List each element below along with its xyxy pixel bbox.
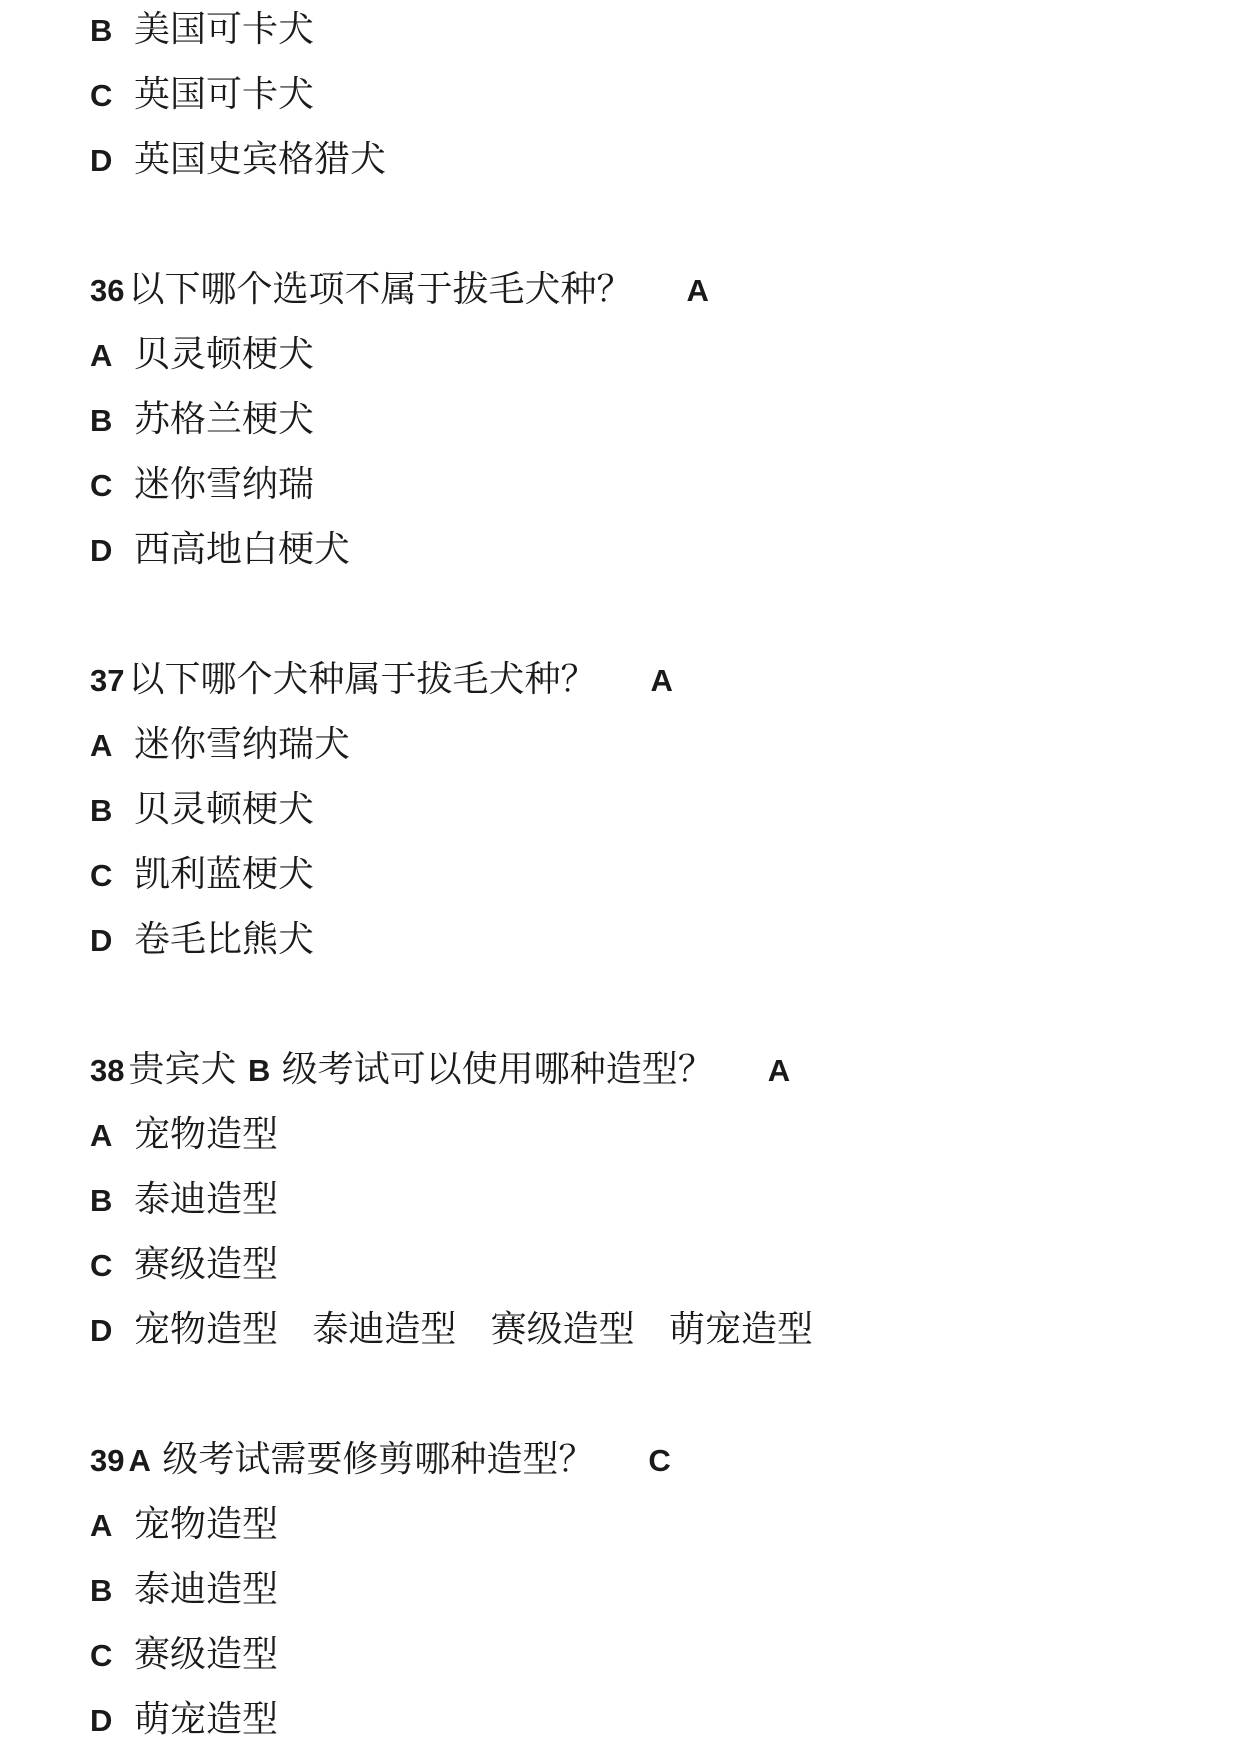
option-letter: D — [90, 923, 113, 958]
question-37-heading — [90, 655, 673, 705]
option-row — [90, 1240, 278, 1290]
option-row — [90, 1175, 278, 1225]
option-letter: B — [90, 403, 113, 438]
option-row — [90, 785, 314, 835]
option-letter: B — [90, 793, 113, 828]
option-text: 苏格兰梗犬 — [134, 399, 315, 440]
question-answer: A — [767, 1053, 791, 1088]
option-text: 贝灵顿梗犬 — [134, 334, 315, 375]
option-letter: B — [90, 1573, 113, 1608]
option-text: 凯利蓝梗犬 — [134, 854, 315, 895]
question-text-part: 贵宾犬 — [128, 1049, 248, 1090]
option-letter: C — [90, 468, 113, 503]
option-row — [90, 525, 350, 575]
option-letter: C — [90, 858, 113, 893]
option-row — [90, 1630, 278, 1680]
option-letter: D — [90, 1313, 113, 1348]
question-answer: C — [648, 1443, 671, 1478]
option-text: 迷你雪纳瑞犬 — [134, 724, 351, 765]
question-level-letter: A — [128, 1443, 151, 1478]
option-row — [90, 70, 314, 120]
option-letter: D — [90, 533, 113, 568]
question-text-part: 级考试可以使用哪种造型？ — [270, 1049, 714, 1090]
option-letter: C — [90, 1638, 113, 1673]
option-text: 贝灵顿梗犬 — [134, 789, 315, 830]
option-text: 卷毛比熊犬 — [134, 919, 315, 960]
question-text: 以下哪个犬种属于拔毛犬种？ — [128, 659, 597, 700]
question-number: 39 — [90, 1443, 125, 1478]
option-text: 英国史宾格猎犬 — [134, 139, 387, 180]
option-row — [90, 5, 314, 55]
option-row — [90, 330, 314, 380]
question-answer: A — [650, 663, 673, 698]
question-level-letter: B — [247, 1053, 271, 1088]
question-number: 37 — [90, 663, 125, 698]
option-text: 泰迪造型 — [134, 1179, 279, 1220]
question-36-heading — [90, 265, 709, 315]
option-row — [90, 850, 314, 900]
option-letter: A — [90, 1118, 113, 1153]
option-row — [90, 720, 350, 770]
option-row — [90, 1305, 813, 1355]
question-text: 以下哪个选项不属于拔毛犬种？ — [128, 269, 633, 310]
option-text: 宠物造型 泰迪造型 赛级造型 萌宠造型 — [134, 1309, 813, 1350]
option-text: 迷你雪纳瑞 — [134, 464, 315, 505]
option-letter: B — [90, 1183, 113, 1218]
option-letter: A — [90, 728, 113, 763]
option-letter: C — [90, 78, 113, 113]
option-text: 泰迪造型 — [134, 1569, 279, 1610]
option-text: 赛级造型 — [134, 1244, 279, 1285]
option-text: 赛级造型 — [134, 1634, 279, 1675]
question-number: 36 — [90, 273, 125, 308]
option-row — [90, 1500, 278, 1550]
option-letter: B — [90, 13, 113, 48]
question-39-heading — [90, 1435, 671, 1485]
option-text: 西高地白梗犬 — [134, 529, 351, 570]
option-letter: A — [90, 338, 113, 373]
option-text: 英国可卡犬 — [134, 74, 315, 115]
option-row — [90, 395, 314, 445]
question-text — [128, 1435, 594, 1486]
option-text: 美国可卡犬 — [134, 9, 315, 50]
option-row — [90, 1110, 278, 1160]
question-38-heading — [90, 1045, 790, 1095]
option-text: 萌宠造型 — [134, 1699, 279, 1740]
option-letter: D — [90, 143, 113, 178]
question-number: 38 — [90, 1053, 125, 1088]
option-row — [90, 1695, 278, 1745]
option-text: 宠物造型 — [134, 1114, 279, 1155]
question-answer: A — [686, 273, 709, 308]
question-text-part: 级考试需要修剪哪种造型？ — [150, 1439, 595, 1480]
option-row — [90, 135, 386, 185]
option-row — [90, 1565, 278, 1615]
question-text — [128, 1045, 713, 1096]
option-letter: C — [90, 1248, 113, 1283]
option-row — [90, 460, 314, 510]
option-text: 宠物造型 — [134, 1504, 279, 1545]
option-letter: D — [90, 1703, 113, 1738]
option-letter: A — [90, 1508, 113, 1543]
option-row — [90, 915, 314, 965]
